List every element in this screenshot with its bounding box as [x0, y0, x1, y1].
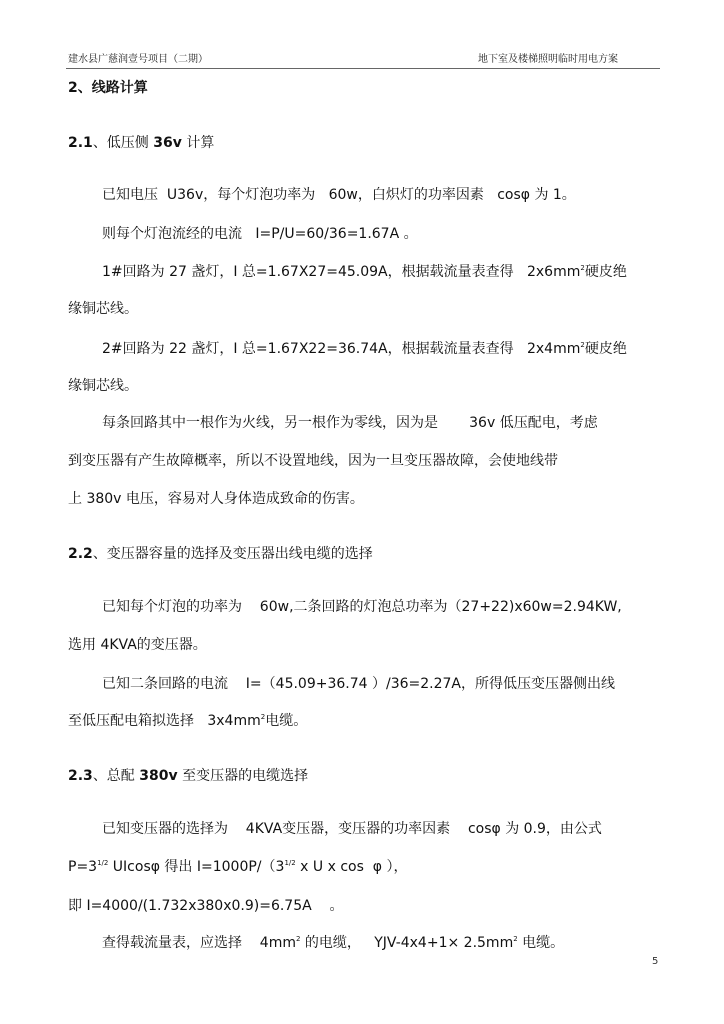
paragraph-line: [102, 340, 627, 358]
superscript: 2: [295, 935, 301, 943]
superscript: 1/2: [284, 859, 296, 867]
text-run: 2#回路为 22 盏灯，I 总=1.67X22=36.74A，根据载流量表查得 2x4mm: [102, 341, 581, 357]
header-right: 地下室及楼梯照明临时用电方案: [478, 54, 618, 65]
paragraph-line: 缘铜芯线。: [68, 301, 138, 317]
header-divider: [66, 68, 660, 69]
text-run: 至低压配电箱拟选择 3x4mm: [68, 713, 261, 729]
paragraph-line: [102, 934, 564, 952]
text-run: 电缆。: [517, 935, 565, 951]
paragraph-line: 已知变压器的选择为 4KVA变压器，变压器的功率因素 cosφ 为 0.9，由公式: [102, 821, 602, 837]
section-number: 2.3: [68, 768, 93, 784]
section-title-part: 、低压侧: [92, 135, 154, 151]
text-run: 的电缆， YJV-4x4+1× 2.5mm: [300, 935, 514, 951]
superscript: 2: [513, 935, 518, 943]
text-run: 硬皮绝: [584, 264, 627, 280]
paragraph-line: [68, 712, 307, 730]
text-run: 硬皮绝: [584, 341, 627, 357]
text-run: 1#回路为 27 盏灯，I 总=1.67X27=45.09A，根据载流量表查得 2x6mm: [102, 264, 581, 280]
text-run: x U x cos φ ），: [295, 859, 408, 875]
paragraph-line: 选用 4KVA的变压器。: [68, 637, 207, 653]
section-title-part: 、变压器容量的选择及变压器出线电缆的选择: [92, 546, 373, 562]
superscript: 2: [580, 341, 585, 349]
formula-line: 即 I=4000/(1.732x380x0.9)=6.75A 。: [68, 898, 344, 914]
paragraph-line: 上 380v 电压，容易对人身体造成致命的伤害。: [68, 491, 364, 507]
paragraph-line: 已知二条回路的电流 I=（45.09+36.74 ）/36=2.27A，所得低压变压器侧出线: [102, 676, 616, 692]
superscript: 2: [260, 713, 266, 721]
paragraph-line: 已知每个灯泡的功率为 60w,二条回路的灯泡总功率为（27+22)x60w=2.94KW,: [102, 599, 622, 615]
section-number: 2.2: [68, 546, 93, 562]
paragraph-line: 到变压器有产生故障概率，所以不设置地线，因为一旦变压器故障，会使地线带: [68, 453, 558, 469]
header-left: 建水县广慈润壹号项目（二期）: [68, 54, 208, 65]
paragraph-line: [102, 263, 627, 281]
section-title-voltage: 380v: [139, 768, 178, 784]
section-2-1-title: [68, 134, 214, 152]
section-title-part: 、总配: [92, 768, 140, 784]
paragraph-line: 缘铜芯线。: [68, 378, 138, 394]
section-2-2-title: [68, 545, 373, 563]
section-title-part: 计算: [181, 135, 215, 151]
paragraph-line: 则每个灯泡流经的电流 I=P/U=60/36=1.67A 。: [102, 226, 418, 242]
text-run: UIcosφ 得出 I=1000P/（3: [108, 859, 285, 875]
text-run: P=3: [68, 859, 98, 875]
paragraph-line: 每条回路其中一根作为火线，另一根作为零线，因为是 36v 低压配电，考虑: [102, 415, 598, 431]
section-2-3-title: [68, 767, 308, 785]
page-number: 5: [652, 956, 659, 967]
section-2-title: 2、线路计算: [68, 80, 148, 96]
section-number: 2.1: [68, 135, 93, 151]
superscript: 1/2: [97, 859, 109, 867]
section-title-voltage: 36v: [153, 135, 182, 151]
formula-line: [68, 858, 407, 876]
superscript: 2: [580, 264, 585, 272]
text-run: 电缆。: [265, 713, 308, 729]
section-title-part: 至变压器的电缆选择: [177, 768, 309, 784]
paragraph-line: 已知电压 U36v，每个灯泡功率为 60w，白炽灯的功率因素 cosφ 为 1。: [102, 187, 576, 203]
text-run: 查得载流量表，应选择 4mm: [102, 935, 296, 951]
